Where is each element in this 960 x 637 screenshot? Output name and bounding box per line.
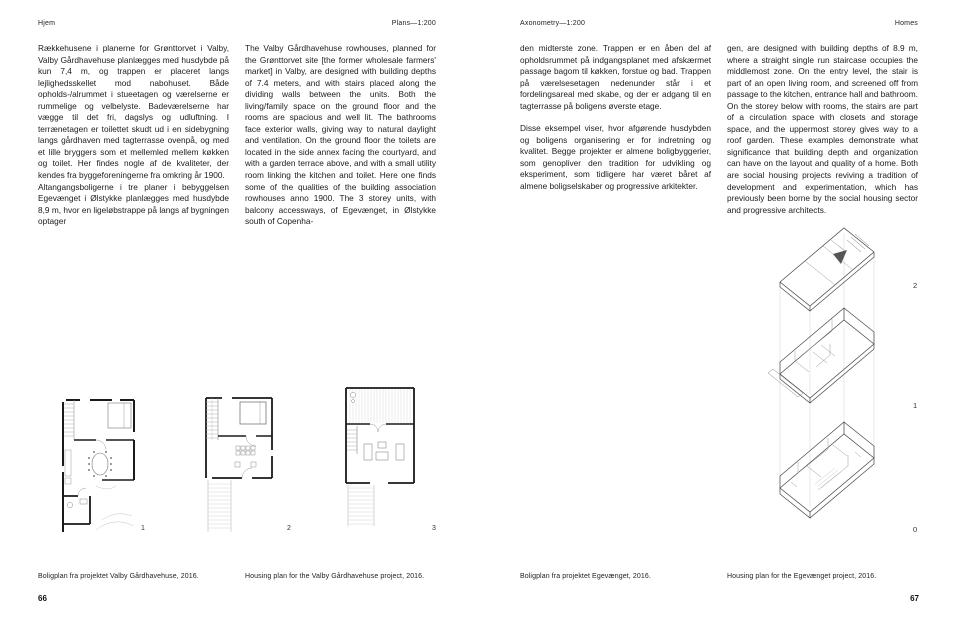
right-page-column-danish: [520, 43, 711, 193]
running-head-axonometry: Axonometry—1:200: [520, 20, 586, 27]
running-head-plans: Plans—1:200: [391, 20, 436, 27]
plan-number-3: 3: [432, 525, 436, 532]
plan-number-1: 1: [141, 525, 145, 532]
page-number-right: 67: [910, 594, 919, 603]
running-head-homes: Homes: [894, 20, 918, 27]
floor-plan-3-drawing: [344, 386, 422, 532]
axon-level-0-label: 0: [913, 525, 918, 534]
paragraph: Rækkehusene i planerne for Grønttorvet i Valby, Valby Gårdhavehuse planlægges med husdybde på kun 7,4 m, og trappen er placeret langs lejlighedsskellet mod nabohuset. Både opholds-/alrummet i stueetagen og værelserne er rummelige og velbelyste. Badeværelserne har vægge til det fri, dagslys og udluftning. I terrænetagen er toilettet skudt ud i en sidebygning langs gårdhaven med tagterrasse ovenpå, og med et lille bryggers som et mellemled mellem køkken og toilet. Her findes nogle af de kvaliteter, der kendes fra byggeforeningerne fra omkring år 1900.: [38, 43, 229, 181]
axon-level-1-label: 1: [913, 401, 918, 410]
floor-plan-1-drawing: [56, 392, 146, 538]
caption-left-english: Housing plan for the Valby Gårdhavehuse project, 2016.: [245, 573, 425, 580]
caption-right-english: Housing plan for the Egevænget project, 2016.: [727, 573, 877, 580]
axonometric-drawing: [735, 220, 900, 555]
paragraph: Disse eksempel viser, hvor afgørende husdybden og boligens organisering er for indretning og kvalitet. Begge projekter er almene boligbyggerier, som genopliver den tradition for udvikling og eksperiment, som tidligere har været båret af almene boligselskaber og progressive arkitekter.: [520, 123, 711, 192]
right-page-column-english: [727, 43, 918, 216]
running-head-hjem: Hjem: [38, 20, 56, 27]
axon-level-2-label: 2: [913, 281, 918, 290]
page-number-left: 66: [38, 594, 47, 603]
paragraph: gen, are designed with building depths of 8.9 m, where a straight single run staircase occupies the middlemost zone. On the entry level, the stair is part of an open living room, and screened off from passage to the kitchen, entrance hall and bathroom. On the storey below with rooms, the stairs are part of a circulation space with closets and storage space, and the uppermost storey gives way to a roof garden. These examples demonstrate what significance that building depth and organization can have on the layout and quality of a home. Both are social housing projects reviving a tradition of development and experimentation, which has previously been borne by the social housing sector and progressive architects.: [727, 43, 918, 215]
paragraph: den midterste zone. Trappen er en åben del af opholdsrummet på indgangsplanet med afskærmet passage bagom til køkken, forstue og bad. Trappen på værelsesetagen nedenunder står i et fordelingsareal med skabe, og der er adgang til en tagterrasse på boligens øverste etage.: [520, 43, 711, 111]
paragraph: The Valby Gårdhavehuse rowhouses, planned for the Grønttorvet site [the former wholesale farmers' market] in Valby, are designed with building depths of 7.4 meters, and with stairs placed along the dividing walls between the units. Both the living/family space on the ground floor and the rooms are spacious and well lit. The bathrooms face exterior walls, giving way to natural daylight and ventilation. On the ground floor the toilets are located in the side annex facing the courtyard, and with a garden terrace above, and with a small utility room linking the kitchen and toilet. Here one finds some of the qualities of the building association rowhouses anno 1900. The 3 storey units, with balcony accessways, of Egevænget, in Ølstykke south of Copenha-: [245, 43, 436, 227]
caption-right-danish: Boligplan fra projektet Egevænget, 2016.: [520, 573, 651, 580]
paragraph: Altangangsboligerne i tre planer i bebyggelsen Egevænget i Ølstykke planlægges med husdybde 8,9 m, hvor en ligeløbstrappe på langs af bygningen optager: [38, 181, 229, 227]
left-page-column-english: [245, 43, 436, 228]
left-page-column-danish: [38, 43, 229, 228]
plan-number-2: 2: [287, 525, 291, 532]
floor-plan-2-drawing: [202, 394, 282, 536]
caption-left-danish: Boligplan fra projektet Valby Gårdhavehuse, 2016.: [38, 573, 199, 580]
